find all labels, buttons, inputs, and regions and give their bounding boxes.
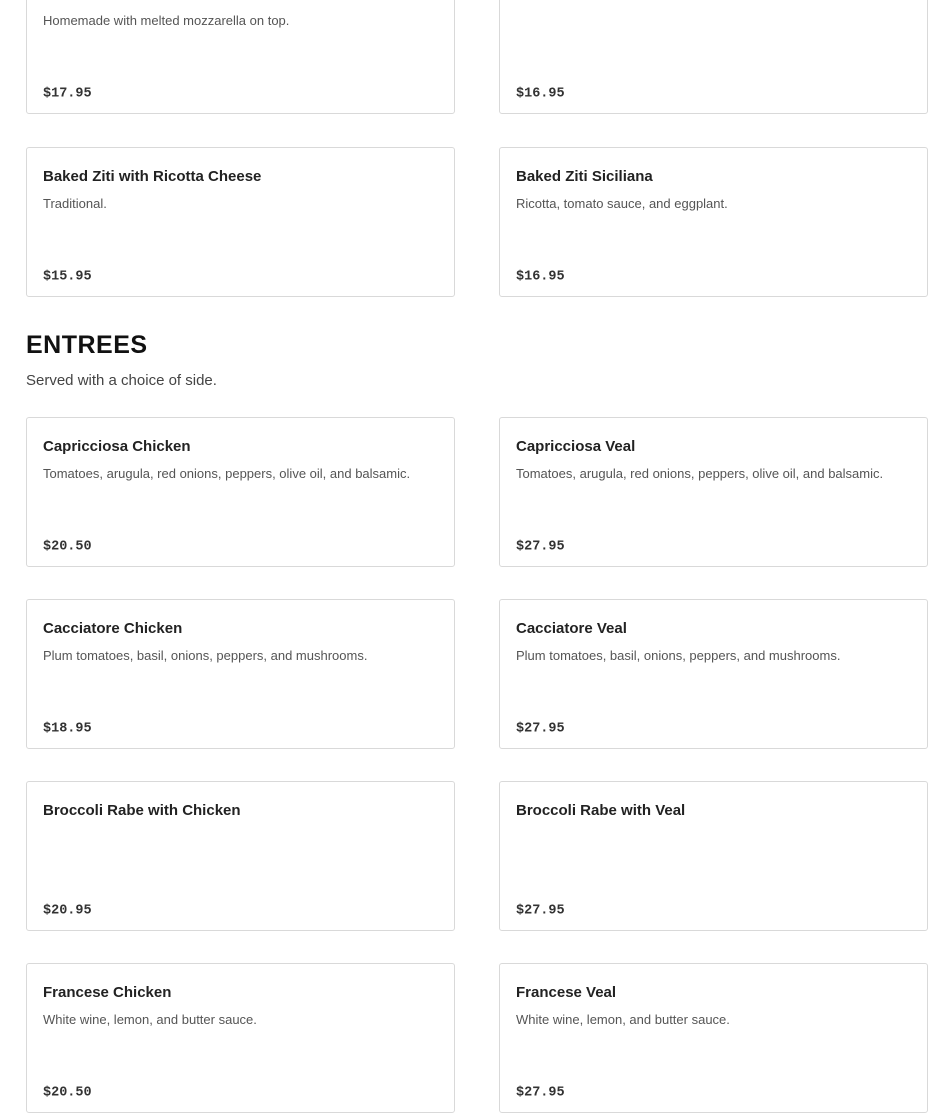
menu-item-description: Plum tomatoes, basil, onions, peppers, and mushrooms. — [516, 648, 841, 663]
menu-item-description: White wine, lemon, and butter sauce. — [516, 1012, 730, 1027]
menu-item-price: $27.95 — [516, 721, 565, 737]
menu-item-description: Traditional. — [43, 196, 107, 211]
menu-item-price: $16.95 — [516, 269, 565, 285]
menu-item-card[interactable] — [499, 963, 928, 1113]
menu-item-description: Ricotta, tomato sauce, and eggplant. — [516, 196, 728, 211]
menu-item-name: Francese Veal — [516, 984, 617, 1001]
menu-item-name: Francese Chicken — [43, 984, 172, 1001]
menu-item-name: Capricciosa Veal — [516, 438, 636, 455]
menu-item-card[interactable] — [26, 781, 455, 931]
menu-item-description: Tomatoes, arugula, red onions, peppers, olive oil, and balsamic. — [516, 466, 884, 481]
menu-item-name: Baked Ziti with Ricotta Cheese — [43, 168, 262, 185]
menu-item-description: White wine, lemon, and butter sauce. — [43, 1012, 257, 1027]
menu-item-card[interactable] — [26, 599, 455, 749]
menu-item-name: Broccoli Rabe with Chicken — [43, 802, 241, 819]
menu-item-price: $15.95 — [43, 269, 92, 285]
menu-item-description: Plum tomatoes, basil, onions, peppers, and mushrooms. — [43, 648, 368, 663]
menu-item-description: Homemade with melted mozzarella on top. — [43, 13, 290, 28]
menu-item-name: Cacciatore Chicken — [43, 620, 183, 637]
menu-item-price: $20.95 — [43, 903, 92, 919]
menu-item-price: $16.95 — [516, 86, 565, 102]
menu-item-card[interactable] — [26, 0, 455, 114]
menu-item-name: Baked Ziti Siciliana — [516, 168, 653, 185]
menu-item-price: $20.50 — [43, 1085, 92, 1101]
menu-item-name: Capricciosa Chicken — [43, 438, 191, 455]
menu-item-card[interactable] — [26, 963, 455, 1113]
menu-item-name: Broccoli Rabe with Veal — [516, 802, 686, 819]
section-subtitle: Served with a choice of side. — [26, 372, 217, 389]
menu-item-price: $27.95 — [516, 539, 565, 555]
menu-item-card[interactable] — [26, 417, 455, 567]
section-title: ENTREES — [26, 331, 148, 359]
menu-item-price: $27.95 — [516, 903, 565, 919]
menu-item-card[interactable] — [26, 147, 455, 297]
menu-item-card[interactable] — [499, 0, 928, 114]
menu-item-card[interactable] — [499, 417, 928, 567]
menu-item-price: $18.95 — [43, 721, 92, 737]
menu-item-price: $17.95 — [43, 86, 92, 102]
menu-item-card[interactable] — [499, 599, 928, 749]
menu-item-description: Tomatoes, arugula, red onions, peppers, olive oil, and balsamic. — [43, 466, 411, 481]
menu-item-price: $27.95 — [516, 1085, 565, 1101]
menu-item-price: $20.50 — [43, 539, 92, 555]
menu-item-name: Cacciatore Veal — [516, 620, 627, 637]
menu-item-card[interactable] — [499, 147, 928, 297]
menu-item-card[interactable] — [499, 781, 928, 931]
